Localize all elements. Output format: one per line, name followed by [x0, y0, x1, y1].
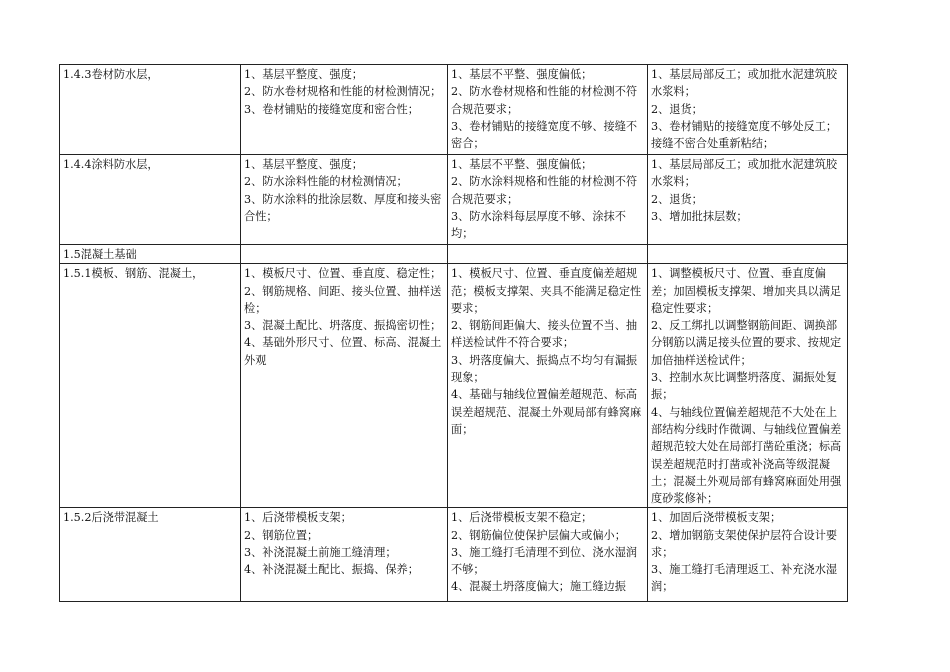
- problem-cell: [448, 155, 648, 245]
- item-title: 1.4.4涂料防水层，: [60, 155, 241, 245]
- cell-line: 1、后浇带模板支架；: [244, 511, 352, 525]
- problem-cell: [448, 508, 648, 602]
- empty-cell: [448, 245, 648, 264]
- cell-line: 4、基础外形尺寸、位置、标高、混凝土外观: [244, 336, 442, 367]
- cell-line: 4、混凝土坍落度偏大；施工缝边振: [451, 580, 626, 594]
- cell-line: 1、基层平整度、强度；: [244, 158, 363, 171]
- item-title: 1.5.1模板、钢筋、混凝土，: [60, 264, 241, 508]
- cell-line: 2、防水卷材规格和性能的材检测不符合规范要求；: [451, 85, 638, 116]
- table-row: [60, 264, 848, 508]
- cell-line: 1、加固后浇带模板支架；: [651, 511, 782, 525]
- empty-cell: [648, 245, 848, 264]
- cell-line: 2、增加钢筋支架使保护层符合设计要求；: [651, 528, 838, 559]
- remedy-cell: [648, 508, 848, 602]
- cell-line: 1、调整模板尺寸、位置、垂直度偏差；加固模板支撑架、增加夹具以满足稳定性要求；: [651, 267, 842, 315]
- cell-line: 4、基础与轴线位置偏差超规范、标高误差超规范、混凝土外观局部有蜂窝麻面；: [451, 388, 642, 436]
- empty-cell: [241, 245, 448, 264]
- cell-line: 2、反工绑扎以调整钢筋间距、调换部分钢筋以满足接头位置的要求、按规定加倍抽样送检试件；: [651, 319, 842, 367]
- table-body: [60, 65, 848, 602]
- cell-line: 3、卷材铺贴的接缝宽度不够、接缝不密合；: [451, 119, 638, 151]
- table-row: [60, 508, 848, 602]
- cell-line: 3、施工缝打毛清理不到位、浇水湿润不够；: [451, 545, 638, 577]
- problem-cell: [448, 65, 648, 155]
- cell-line: 2、退货；: [651, 102, 703, 116]
- inspection-content-cell: [241, 65, 448, 155]
- cell-line: 1、基层不平整、强度偏低；: [451, 158, 593, 171]
- cell-line: 3、防水涂料每层厚度不够、涂抹不均；: [451, 209, 626, 241]
- cell-line: 3、增加批抹层数；: [651, 209, 748, 223]
- cell-line: 3、防水涂料的批涂层数、厚度和接头密合性；: [244, 192, 442, 223]
- cell-line: 3、控制水灰比调整坍落度、漏振处复振；: [651, 371, 838, 402]
- cell-line: 1、模板尺寸、位置、垂直度、稳定性；: [244, 267, 442, 281]
- remedy-cell: [648, 155, 848, 245]
- cell-line: 2、防水卷材规格和性能的材检测情况；: [244, 85, 442, 99]
- cell-line: 3、坍落度偏大、振捣点不均匀有漏振现象；: [451, 353, 638, 385]
- inspection-content-cell: [241, 155, 448, 245]
- item-title: 1.5.2后浇带混凝土: [60, 508, 241, 602]
- section-row: [60, 245, 848, 264]
- section-title: 1.5混凝土基础: [60, 245, 241, 264]
- remedy-cell: [648, 65, 848, 155]
- cell-line: 2、退货；: [651, 192, 703, 206]
- cell-line: 1、基层局部反工；或加批水泥建筑胶水浆料；: [651, 158, 838, 189]
- cell-line: 1、模板尺寸、位置、垂直度偏差超规范；模板支撑架、夹具不能满足稳定性要求；: [451, 267, 642, 315]
- cell-line: 2、防水涂料性能的材检测情况；: [244, 175, 408, 189]
- table-row: [60, 65, 848, 155]
- quality-control-table: [59, 64, 848, 602]
- cell-line: 3、混凝土配比、坍落度、振捣密切性；: [244, 319, 442, 333]
- cell-line: 4、补浇混凝土配比、振捣、保养；: [244, 563, 419, 577]
- cell-line: 1、基层平整度、强度；: [244, 68, 363, 81]
- inspection-content-cell: [241, 508, 448, 602]
- inspection-content-cell: [241, 264, 448, 508]
- cell-line: 1、基层局部反工；或加批水泥建筑胶水浆料；: [651, 68, 838, 99]
- table-row: [60, 155, 848, 245]
- cell-line: 2、钢筋间距偏大、接头位置不当、抽样送检试件不符合要求；: [451, 319, 638, 350]
- cell-line: 1、后浇带模板支架不稳定；: [451, 511, 593, 525]
- cell-line: 2、防水涂料规格和性能的材检测不符合规范要求；: [451, 175, 638, 206]
- cell-line: 1、基层不平整、强度偏低；: [451, 68, 593, 81]
- cell-line: 2、钢筋偏位使保护层偏大或偏小；: [451, 528, 626, 542]
- cell-line: 3、补浇混凝土前施工缝清理；: [244, 545, 397, 559]
- cell-line: 4、与轴线位置偏差超规范不大处在上部结构分线时作微调、与轴线位置偏差超规范较大处在局部打凿砼重浇；标高误差超规范时打凿或补浇高等级混凝土；混凝土外观局部有蜂窝麻面处用强度砂浆修补；: [651, 405, 842, 506]
- remedy-cell: [648, 264, 848, 508]
- cell-line: 3、卷材铺贴的接缝宽度和密合性；: [244, 102, 419, 116]
- cell-line: 2、钢筋位置；: [244, 528, 319, 542]
- problem-cell: [448, 264, 648, 508]
- cell-line: 3、卷材铺贴的接缝宽度不够处反工；接缝不密合处重新粘结；: [651, 119, 838, 151]
- cell-line: 2、钢筋规格、间距、接头位置、抽样送检；: [244, 284, 442, 315]
- item-title: 1.4.3卷材防水层，: [60, 65, 241, 155]
- cell-line: 3、施工缝打毛清理返工、补充浇水湿润；: [651, 563, 838, 594]
